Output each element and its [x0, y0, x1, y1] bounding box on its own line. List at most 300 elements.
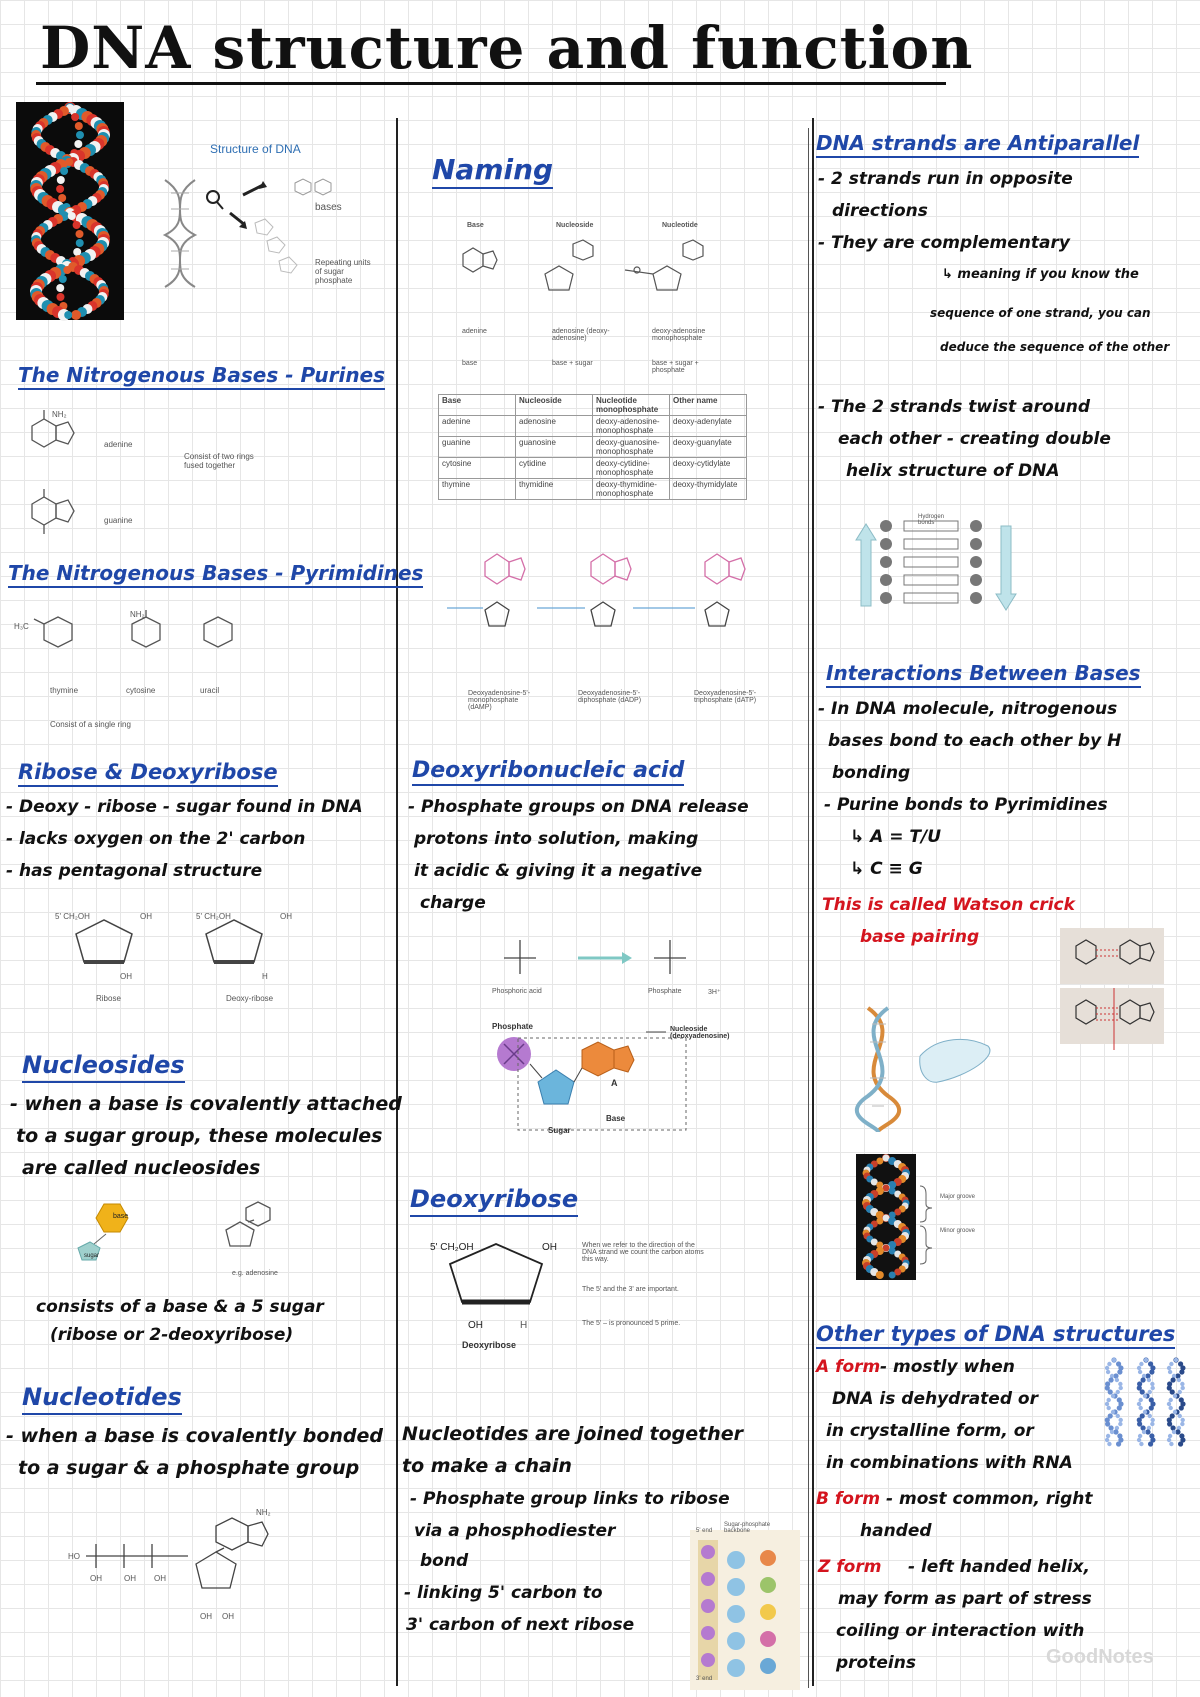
table-cell: Other name: [670, 395, 747, 416]
chain-line-6: - linking 5' carbon to: [404, 1583, 603, 1603]
base-pair-rect: [904, 593, 958, 603]
guanine-structure: [22, 488, 92, 546]
atom-dot: [1112, 1358, 1116, 1362]
anatomy-a-label: A: [611, 1078, 618, 1088]
nucleosides-footer-1: consists of a base & a 5 sugar: [36, 1297, 324, 1317]
naming-formula-nucleotide: base + sugar + phosphate: [652, 360, 699, 374]
deoxyribose-oh-top: OH: [542, 1242, 557, 1253]
naming-formula-nucleoside: base + sugar: [552, 360, 593, 367]
column-divider-mid-rule: [808, 128, 809, 1688]
atom-dot: [760, 1658, 776, 1674]
atom-dot: [1107, 1398, 1111, 1402]
atom-dot: [1111, 1394, 1115, 1398]
b-form-label: B form: [816, 1489, 881, 1509]
atom-dot: [1139, 1406, 1143, 1410]
chain-line-2: to make a chain: [402, 1455, 572, 1477]
anatomy-base-label: Base: [606, 1114, 626, 1123]
structure-of-dna-title: Structure of DNA: [210, 142, 301, 156]
interactions-line-3: bonding: [832, 763, 911, 783]
antiparallel-heading: DNA strands are Antiparallel: [816, 132, 1139, 158]
atom-dot: [76, 239, 84, 247]
table-cell: deoxy-guanosine-monophosphate: [593, 437, 670, 458]
pyrimidine-structures: [14, 610, 254, 670]
naming-name-nucleoside: adenosine (deoxy-adenosine): [552, 328, 610, 342]
column-divider-right: [812, 118, 814, 1686]
atom-dot: [880, 574, 892, 586]
atom-dot: [760, 1550, 776, 1566]
atom-dot: [1110, 1430, 1114, 1434]
atom-dot: [880, 520, 892, 532]
nucleotide-triphosphate-structure: [66, 1504, 296, 1604]
base-pair-rect: [904, 575, 958, 585]
atom-dot: [1180, 1382, 1184, 1386]
nucleosides-line-1: - when a base is covalently attached: [10, 1093, 402, 1115]
nucleotide-oh-1: OH: [90, 1574, 102, 1583]
atom-dot: [889, 1272, 896, 1279]
atom-dot: [727, 1659, 745, 1677]
atom-dot: [1172, 1430, 1176, 1434]
acid-line-3: it acidic & giving it a negative: [414, 861, 703, 881]
goodnotes-watermark: GoodNotes: [1046, 1646, 1154, 1668]
atom-dot: [1116, 1441, 1121, 1446]
atom-dot: [1170, 1425, 1175, 1430]
atom-dot: [1106, 1370, 1110, 1374]
nucleotides-line-1: - when a base is covalently bonded: [6, 1425, 384, 1447]
atom-dot: [1180, 1422, 1184, 1426]
interactions-line-6: ↳ C ≡ G: [850, 859, 923, 879]
naming-header-nucleoside: Nucleoside: [556, 222, 594, 229]
phosphoric-acid-label: Phosphoric acid: [492, 988, 542, 995]
deoxyribose-label: Deoxy-ribose: [226, 994, 274, 1003]
table-cell: Base: [439, 395, 516, 416]
pyrimidines-note: Consist of a single ring: [50, 720, 131, 729]
atom-dot: [1119, 1418, 1123, 1422]
z-form-label: Z form: [818, 1557, 882, 1577]
atom-dot: [701, 1653, 715, 1667]
table-cell: deoxy-cytidylate: [670, 458, 747, 479]
major-groove-label: Major groove: [940, 1194, 976, 1200]
watson-crick-line-2: base pairing: [860, 927, 980, 947]
atom-dot: [970, 556, 982, 568]
title-underline: [36, 82, 946, 85]
atom-dot: [1119, 1386, 1123, 1390]
atom-dot: [1169, 1362, 1173, 1366]
atom-dot: [56, 185, 64, 193]
repeating-units-label: Repeating units of sugar phosphate: [315, 258, 371, 285]
double-helix-illustration: [848, 1006, 1008, 1132]
atom-dot: [1118, 1422, 1122, 1426]
atom-dot: [1105, 1366, 1109, 1370]
table-cell: deoxy-adenosine-monophosphate: [593, 416, 670, 437]
ribose-line-3: - has pentagonal structure: [6, 861, 263, 881]
nucleosides-line-3: are called nucleosides: [22, 1157, 261, 1179]
atom-dot: [76, 230, 84, 238]
nucleotide-ho: HO: [68, 1552, 80, 1561]
twist-line-2: each other - creating double: [838, 429, 1111, 449]
a-form-line-2: DNA is dehydrated or: [832, 1389, 1038, 1409]
nucleosides-line-2: to a sugar group, these molecules: [16, 1125, 383, 1147]
acid-line-4: charge: [420, 893, 486, 913]
atom-dot: [1179, 1369, 1184, 1374]
atom-dot: [1149, 1405, 1154, 1410]
chain-line-3: - Phosphate group links to ribose: [410, 1489, 730, 1509]
atom-dot: [1167, 1366, 1171, 1370]
atom-dot: [701, 1545, 715, 1559]
antiparallel-line-5: sequence of one strand, you can: [930, 306, 1151, 320]
atom-dot: [64, 311, 72, 319]
table-cell: Nucleotide monophosphate: [593, 395, 670, 416]
atom-dot: [1143, 1394, 1147, 1398]
nucleotides-heading: Nucleotides: [22, 1384, 182, 1415]
thymine-label: thymine: [50, 686, 79, 695]
guanine-label: guanine: [104, 516, 133, 525]
interactions-heading: Interactions Between Bases: [826, 662, 1141, 688]
naming-structures: [455, 240, 735, 300]
hydrogen-bonds-label: Hydrogen bonds: [918, 514, 945, 526]
naming-header-base: Base: [467, 222, 484, 229]
other-types-heading: Other types of DNA structures: [816, 1322, 1175, 1349]
deoxyribose-ch2oh: 5' CH₂OH: [196, 912, 231, 921]
atom-dot: [880, 556, 892, 568]
atom-dot: [727, 1578, 745, 1596]
table-row: [439, 416, 747, 437]
atom-dot: [1138, 1434, 1142, 1438]
a-form-line-4: in combinations with RNA: [826, 1453, 1073, 1473]
adenine-label: adenine: [104, 440, 133, 449]
atom-dot: [1138, 1370, 1142, 1374]
atom-dot: [880, 592, 892, 604]
atom-dot: [970, 574, 982, 586]
antiparallel-line-6: deduce the sequence of the other: [940, 340, 1170, 354]
atom-dot: [1173, 1410, 1177, 1414]
atom-dot: [68, 212, 76, 220]
atom-dot: [760, 1577, 776, 1593]
table-cell: guanine: [439, 437, 516, 458]
a-form-label: A form: [816, 1357, 881, 1377]
atom-dot: [1168, 1434, 1172, 1438]
ribose-line-1: - Deoxy - ribose - sugar found in DNA: [6, 797, 363, 817]
atom-dot: [1168, 1370, 1172, 1374]
atom-dot: [71, 113, 79, 121]
cytosine-label: cytosine: [126, 686, 156, 695]
z-form-line-2: may form as part of stress: [838, 1589, 1092, 1609]
antiparallel-strands-diagram: [846, 510, 1026, 630]
deoxyribose-2-h: H: [262, 972, 268, 981]
atom-dot: [876, 1271, 884, 1279]
interactions-line-1: - In DNA molecule, nitrogenous: [818, 699, 1118, 719]
backbone-3-end: 3' end: [696, 1676, 713, 1682]
naming-header-nucleotide: Nucleotide: [662, 222, 698, 229]
atom-dot: [760, 1631, 776, 1647]
uracil-label: uracil: [200, 686, 220, 695]
ribose-deoxyribose-structures: [56, 914, 306, 984]
table-cell: thymine: [439, 479, 516, 500]
atom-dot: [1116, 1390, 1120, 1394]
atom-dot: [1151, 1386, 1155, 1390]
backbone-5-end: 5' end: [696, 1528, 713, 1534]
deoxyribose-heading: Deoxyribose: [410, 1186, 578, 1217]
atom-dot: [1169, 1398, 1173, 1402]
table-cell: cytosine: [439, 458, 516, 479]
cytosine-nh2: NH₂: [130, 610, 145, 619]
atom-dot: [1170, 1377, 1175, 1382]
atom-dot: [1148, 1414, 1152, 1418]
antiparallel-line-2: directions: [832, 201, 928, 221]
atom-dot: [1179, 1405, 1184, 1410]
deoxyribose-h: H: [520, 1320, 528, 1331]
dna-space-filling-image: [16, 102, 124, 320]
atom-dot: [1173, 1394, 1177, 1398]
atom-dot: [1117, 1369, 1122, 1374]
atom-dot: [1147, 1378, 1151, 1382]
nucleoside-diagram: [76, 1200, 296, 1270]
ribose-line-2: - lacks oxygen on the 2' carbon: [6, 829, 306, 849]
z-form-line-1: - left handed helix,: [908, 1557, 1090, 1577]
antiparallel-line-3: - They are complementary: [818, 233, 1070, 253]
ribose-label: Ribose: [96, 994, 121, 1003]
atom-dot: [760, 1604, 776, 1620]
atom-dot: [727, 1551, 745, 1569]
atom-dot: [1115, 1378, 1119, 1382]
chain-line-7: 3' carbon of next ribose: [406, 1615, 635, 1635]
twist-line-1: - The 2 strands twist around: [818, 397, 1091, 417]
atom-dot: [1117, 1405, 1122, 1410]
a-form-line-1: - mostly when: [880, 1357, 1015, 1377]
nucleotide-oh-5: OH: [222, 1612, 234, 1621]
anatomy-phosphate-label: Phosphate: [492, 1022, 533, 1031]
atom-dot: [59, 275, 67, 283]
atom-dot: [1108, 1425, 1113, 1430]
atom-dot: [75, 122, 83, 130]
table-cell: thymidine: [516, 479, 593, 500]
pyrimidines-heading: The Nitrogenous Bases - Pyrimidines: [8, 562, 423, 588]
nucleotide-oh-4: OH: [200, 1612, 212, 1621]
atom-dot: [74, 140, 82, 148]
phosphoric-acid-conversion: [490, 930, 730, 990]
table-cell: deoxy-thymidine-monophosphate: [593, 479, 670, 500]
atom-dot: [1169, 1406, 1173, 1410]
atom-dot: [727, 1605, 745, 1623]
atom-dot: [1107, 1362, 1111, 1366]
chain-line-5: bond: [420, 1551, 469, 1571]
table-row: [439, 437, 747, 458]
b-form-line-1: - most common, right: [886, 1489, 1093, 1509]
deoxyribose-label: Deoxyribose: [462, 1340, 517, 1350]
atom-dot: [58, 194, 66, 202]
atom-dot: [1143, 1410, 1147, 1414]
atom-dot: [1140, 1389, 1145, 1394]
atom-dot: [1107, 1406, 1111, 1410]
atom-dot: [1167, 1421, 1172, 1426]
atom-dot: [1137, 1402, 1141, 1406]
thymine-h3c: H₃C: [14, 622, 29, 631]
atom-dot: [1137, 1366, 1141, 1370]
atom-dot: [1151, 1418, 1155, 1422]
chain-line-1: Nucleotides are joined together: [402, 1423, 744, 1445]
antiparallel-line-1: - 2 strands run in opposite: [818, 169, 1073, 189]
atom-dot: [1169, 1442, 1173, 1446]
deoxyribose-note-3: The 5' – is pronounced 5 prime.: [582, 1320, 681, 1327]
atom-dot: [1150, 1382, 1154, 1386]
naming-table: [438, 394, 747, 500]
interactions-line-4: - Purine bonds to Pyrimidines: [824, 795, 1108, 815]
atom-dot: [1105, 1421, 1110, 1426]
base-pair-rect: [904, 557, 958, 567]
atom-dot: [1108, 1377, 1113, 1382]
atom-dot: [1137, 1438, 1141, 1442]
groove-brackets: [918, 1184, 938, 1264]
table-cell: deoxy-cytidine-monophosphate: [593, 458, 670, 479]
damp-label: Deoxyadenosine-5'-monophosphate (dAMP): [468, 690, 531, 711]
sugar-phosphate-backbone-diagram: [690, 1530, 800, 1690]
naming-formula-base: base: [462, 360, 478, 367]
column-divider-left: [396, 118, 398, 1686]
z-form-line-4: proteins: [836, 1653, 916, 1673]
table-cell: Nucleoside: [516, 395, 593, 416]
atom-dot: [1106, 1434, 1110, 1438]
helix-grooves-image: [856, 1154, 916, 1280]
atom-dot: [1149, 1369, 1154, 1374]
table-cell: cytidine: [516, 458, 593, 479]
datp-label: Deoxyadenosine-5'-triphosphate (dATP): [694, 690, 757, 704]
deoxyribose-oh-bottom: OH: [468, 1320, 483, 1331]
atom-dot: [1178, 1390, 1182, 1394]
base-pair-rect: [904, 539, 958, 549]
atom-dot: [1139, 1442, 1143, 1446]
nucleotides-line-2: to a sugar & a phosphate group: [18, 1457, 360, 1479]
backbone-label: Sugar-phosphate backbone: [724, 1522, 771, 1534]
naming-name-nucleotide: deoxy-adenosine monophosphate: [652, 328, 706, 342]
nucleosides-footer-2: (ribose or 2-deoxyribose): [50, 1325, 294, 1345]
table-row: [439, 458, 747, 479]
table-cell: guanosine: [516, 437, 593, 458]
chain-line-4: via a phosphodiester: [414, 1521, 616, 1541]
atom-dot: [701, 1626, 715, 1640]
atom-dot: [970, 538, 982, 550]
z-form-line-3: coiling or interaction with: [836, 1621, 1085, 1641]
atom-dot: [1170, 1389, 1175, 1394]
ribose-2-oh: OH: [120, 972, 132, 981]
dadp-label: Deoxyadenosine-5'-diphosphate (dADP): [578, 690, 642, 704]
atom-dot: [1105, 1438, 1109, 1442]
interactions-line-2: bases bond to each other by H: [828, 731, 1122, 751]
atom-dot: [1178, 1414, 1182, 1418]
nucleoside-sugar-label: sugar: [84, 1253, 100, 1259]
ribose-oh-top: OH: [140, 912, 152, 921]
purines-note: Consist of two rings fused together: [184, 452, 254, 470]
atom-dot: [73, 221, 81, 229]
twist-line-3: helix structure of DNA: [846, 461, 1060, 481]
b-form-line-2: handed: [860, 1521, 932, 1541]
atom-dot: [1178, 1441, 1183, 1446]
atom-dot: [56, 284, 64, 292]
atom-dot: [701, 1572, 715, 1586]
table-cell: adenine: [439, 416, 516, 437]
adenosine-phosphates-structures: [445, 548, 775, 658]
atom-dot: [1108, 1389, 1113, 1394]
antiparallel-line-4: ↳ meaning if you know the: [942, 267, 1139, 282]
phosphate-label: Phosphate: [648, 988, 682, 995]
interactions-line-5: ↳ A = T/U: [850, 827, 942, 847]
atom-dot: [1174, 1358, 1178, 1362]
atom-dot: [1116, 1414, 1120, 1418]
atom-dot: [701, 1599, 715, 1613]
ribose-heading: Ribose & Deoxyribose: [18, 760, 278, 787]
adenine-nh2: NH₂: [52, 410, 67, 419]
minor-groove-label: Minor groove: [940, 1228, 976, 1234]
atom-dot: [1150, 1422, 1154, 1426]
atom-dot: [1139, 1362, 1143, 1366]
anatomy-nucleoside-label: Nucleoside (deoxyadenosine): [670, 1026, 730, 1040]
adenosine-example-label: e.g. adenosine: [232, 1270, 278, 1277]
atom-dot: [880, 538, 892, 550]
atom-dot: [60, 167, 68, 175]
atom-dot: [727, 1632, 745, 1650]
atom-dot: [1144, 1358, 1148, 1362]
naming-heading: Naming: [432, 154, 553, 189]
deoxyribose-note-1: When we refer to the direction of the DNA strand we count the carbon atoms this way.: [582, 1242, 704, 1263]
nucleoside-base-label: base: [113, 1213, 129, 1220]
nucleotide-oh-3: OH: [154, 1574, 166, 1583]
atom-dot: [1177, 1378, 1181, 1382]
atom-dot: [1105, 1402, 1109, 1406]
atom-dot: [970, 592, 982, 604]
anatomy-sugar-label: Sugar: [548, 1126, 571, 1135]
deoxyribose-ch2oh: 5' CH₂OH: [430, 1242, 474, 1253]
atom-dot: [1107, 1442, 1111, 1446]
atom-dot: [1137, 1421, 1142, 1426]
atom-dot: [1111, 1410, 1115, 1414]
deoxyribose-note-2: The 5' and the 3' are important.: [582, 1286, 679, 1293]
table-row: [439, 479, 747, 500]
hydrogen-ions-label: 3H⁺: [708, 989, 721, 996]
atom-dot: [1148, 1390, 1152, 1394]
naming-name-base: adenine: [462, 328, 487, 335]
deoxyribose-oh-top: OH: [280, 912, 292, 921]
table-cell: adenosine: [516, 416, 593, 437]
atom-dot: [71, 310, 81, 320]
table-row: [439, 395, 747, 416]
atom-dot: [63, 266, 71, 274]
nucleotide-nh2: NH₂: [256, 1508, 271, 1517]
page-title: DNA structure and function: [40, 14, 974, 82]
atom-dot: [1181, 1418, 1185, 1422]
nucleotide-oh-2: OH: [124, 1574, 136, 1583]
watson-crick-line-1: This is called Watson crick: [822, 895, 1075, 915]
atom-dot: [1181, 1386, 1185, 1390]
atom-dot: [1140, 1425, 1145, 1430]
atom-dot: [57, 176, 65, 184]
atom-dot: [970, 520, 982, 532]
atom-dot: [1140, 1377, 1145, 1382]
atom-dot: [1148, 1441, 1153, 1446]
acid-line-2: protons into solution, making: [414, 829, 699, 849]
atom-dot: [1167, 1438, 1171, 1442]
ribose-ch2oh: 5' CH₂OH: [55, 912, 90, 921]
atom-dot: [1142, 1430, 1146, 1434]
acid-line-1: - Phosphate groups on DNA release: [408, 797, 749, 817]
base-pairing-images: [1060, 928, 1164, 1046]
bases-label: bases: [315, 202, 342, 213]
dna-forms-image: [1100, 1354, 1192, 1454]
acid-heading: Deoxyribonucleic acid: [412, 758, 684, 786]
nucleosides-heading: Nucleosides: [22, 1052, 185, 1083]
atom-dot: [1118, 1382, 1122, 1386]
atom-dot: [76, 131, 84, 139]
atom-dot: [56, 293, 64, 301]
table-cell: deoxy-adenylate: [670, 416, 747, 437]
atom-dot: [1167, 1402, 1171, 1406]
